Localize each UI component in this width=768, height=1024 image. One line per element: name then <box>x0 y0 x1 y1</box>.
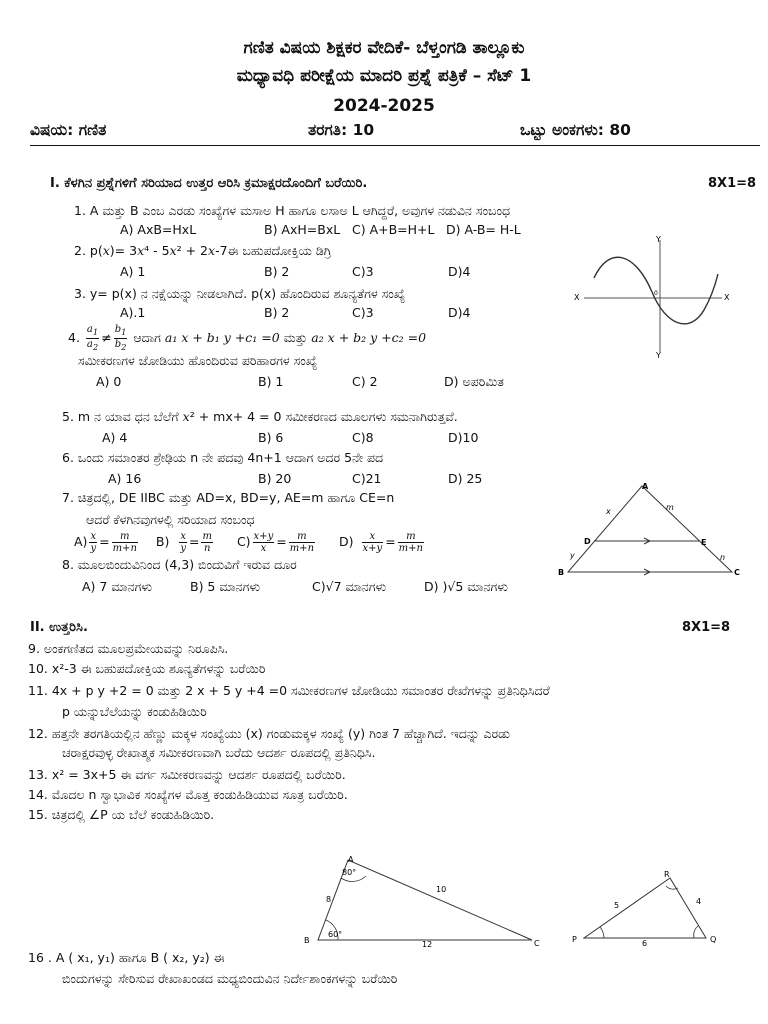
graph-y-prime-label: Y <box>656 351 661 360</box>
q2-var: x <box>102 243 110 258</box>
q7-option-a-label: A) <box>74 534 88 549</box>
q3-option-b: B) 2 <box>264 305 290 320</box>
question-7: 7. ಚಿತ್ರದಲ್ಲಿ, DE IIBC ಮತ್ತು AD=x, BD=y, AE=m ಹಾಗೂ CE=n <box>62 490 395 505</box>
question-16-line-2: ಬಿಂದುಗಳನ್ನು ಸೇರಿಸುವ ರೇಖಾಖಂಡದ ಮಧ್ಯಬಿಂದುವಿನ ನಿರ್ದೇಶಾಂಕಗಳನ್ನು ಬರೆಯಿರಿ <box>62 971 398 986</box>
q4-frac-num: a <box>86 324 93 335</box>
label-b: B <box>558 568 565 577</box>
q4-frac-sub: 2 <box>92 342 99 352</box>
angle-p-arc <box>600 927 604 938</box>
question-4: 4. $\frac{a_1}{a_2}$ ≠ $\frac{b_1}{b_2}$ ಆದಾಗ a₁ x + b₁ y +c₁ =0 ಮತ್ತು a₂ x + b₂ y +c₂ =0 <box>68 324 427 352</box>
graph-origin-label: 0 <box>654 290 658 297</box>
tri3-label-p: P <box>572 935 577 944</box>
q2-text: 2. p( <box>74 243 103 258</box>
q7-frac-num: m <box>398 531 424 543</box>
q4-frac-den: a <box>86 339 93 350</box>
q2-var: x <box>137 243 145 258</box>
q7-frac-num: x <box>90 531 97 542</box>
class-label: ತರಗತಿ: 10 <box>308 121 375 139</box>
q5-option-b: B) 6 <box>258 430 284 445</box>
q2-option-d: D)4 <box>448 264 471 279</box>
triangle-abc <box>568 486 732 572</box>
section1-heading: I. ಕೆಳಗಿನ ಪ್ರಶ್ನೆಗಳಿಗೆ ಸರಿಯಾದ ಉತ್ತರ ಆರಿಸಿ ಕ್ರಮಾಕ್ಷರದೊಂದಿಗೆ ಬರೆಯಿರಿ. <box>50 176 368 191</box>
q7-frac-den: x+y <box>362 543 383 554</box>
q7-frac <box>89 531 97 554</box>
q7-frac <box>253 531 275 554</box>
q4-option-d: D) ಅಪರಿಮಿತ <box>444 374 504 389</box>
q7-option-a <box>74 531 140 554</box>
q2-option-b: B) 2 <box>264 264 290 279</box>
q7-frac-num: x <box>362 531 384 543</box>
tri3-side-rq: 4 <box>696 897 702 906</box>
question-11: 11. 4x + p y +2 = 0 ಮತ್ತು 2 x + 5 y +4 =0 ಸಮೀಕರಣಗಳ ಜೋಡಿಯು ಸಮಾಂತರ ರೇಖೆಗಳನ್ನು ಪ್ರತಿನಿಧಿಸಿದರೆ <box>28 683 550 698</box>
q4-frac-num: b <box>114 324 122 335</box>
question-16: 16 . A ( x₁, y₁) ಹಾಗೂ B ( x₂, y₂) ಈ <box>28 950 225 965</box>
q7-frac-num: m <box>202 531 212 542</box>
label-m: m <box>666 503 674 512</box>
q6-option-c: C)21 <box>352 471 382 486</box>
q4-option-b: B) 1 <box>258 374 284 389</box>
question-1: 1. A ಮತ್ತು B ಎಂಬ ಎರಡು ಸಂಖ್ಯೆಗಳ ಮಸಾಅ H ಹಾಗೂ ಲಸಾಅ L ಆಗಿದ್ದರೆ, ಅವುಗಳ ನಡುವಿನ ಸಂಬಂಧ <box>74 203 511 218</box>
paper-title-line2: ಮಧ್ಯಾವಧಿ ಪರೀಕ್ಷೆಯ ಮಾದರಿ ಪ್ರಶ್ನೆ ಪತ್ರಿಕೆ – ಸೆಟ್ 1 <box>236 66 532 86</box>
q4-equation-1: a₁ x + b₁ y +c₁ =0 <box>164 330 280 345</box>
q7-frac <box>201 531 212 554</box>
question-12-line-2: ಚರಾಕ್ಷರವುಳ್ಳ ರೇಖಾತ್ಮಕ ಸಮೀಕರಣವಾಗಿ ಬರೆದು ಆದರ್ಶ ರೂಪದಲ್ಲಿ ಪ್ರತಿನಿಧಿಸಿ. <box>62 745 376 760</box>
angle-q-arc <box>694 926 698 938</box>
label-y: y <box>570 551 575 560</box>
polynomial-graph-figure <box>572 234 732 360</box>
label-x: x <box>606 507 611 516</box>
q8-option-c: C)√7 ಮಾನಗಳು <box>312 579 387 594</box>
q7-frac-den: n <box>203 543 211 554</box>
tri3-side-pr: 5 <box>614 901 620 910</box>
tri2-side-bc: 12 <box>422 940 433 948</box>
q7-line-2: ಆದರೆ ಕೆಳಗಿನವುಗಳಲ್ಲಿ ಸರಿಯಾದ ಸಂಬಂಧ <box>86 512 255 527</box>
q4-line-2: ಸಮೀಕರಣಗಳ ಜೋಡಿಯು ಹೊಂದಿರುವ ಪರಿಹಾರಗಳ ಸಂಖ್ಯೆ <box>78 353 318 368</box>
q1-option-d: D) A-B= H-L <box>446 222 521 237</box>
q5-option-a: A) 4 <box>102 430 128 445</box>
q5-var: x <box>182 409 190 424</box>
question-3: 3. y= p(x) ನ ನಕ್ಷೆಯನ್ನು ನೀಡಲಾಗಿದೆ. p(x) ಹೊಂದಿರುವ ಶೂನ್ಯತೆಗಳ ಸಂಖ್ಯೆ <box>74 286 406 301</box>
question-5 <box>62 409 458 425</box>
q7-eq: = <box>385 534 396 549</box>
q7-frac-den: x <box>260 543 267 554</box>
triangle-abc-angles-figure <box>296 850 546 948</box>
q7-option-c <box>236 531 317 554</box>
q2-text: -7ಈ ಬಹುಪದೋಕ್ತಿಯ ಡಿಗ್ರಿ <box>215 243 332 258</box>
question-14: 14. ಮೊದಲ n ಸ್ವಾಭಾವಿಕ ಸಂಖ್ಯೆಗಳ ಮೊತ್ತ ಕಂಡುಹಿಡಿಯುವ ಸೂತ್ರ ಬರೆಯಿರಿ. <box>28 787 348 802</box>
tri2-angle-b: 60° <box>328 930 343 939</box>
q7-frac-den: y <box>90 543 97 554</box>
tri3-label-r: R <box>664 870 670 879</box>
q4-frac-sub: 1 <box>92 327 99 337</box>
q3-option-d: D)4 <box>448 305 471 320</box>
q8-option-d: D) )√5 ಮಾನಗಳು <box>424 579 509 594</box>
tri2-label-b: B <box>304 936 310 945</box>
question-2 <box>74 243 331 259</box>
question-10: 10. x²-3 ಈ ಬಹುಪದೋಕ್ತಿಯ ಶೂನ್ಯತೆಗಳನ್ನು ಬರೆಯಿರಿ <box>28 661 266 676</box>
triangle-de-parallel-figure <box>556 478 742 578</box>
q1-option-a: A) AxB=HxL <box>120 222 197 237</box>
q7-frac-num: m <box>112 531 138 543</box>
q7-eq: = <box>188 534 200 549</box>
q2-option-c: C)3 <box>352 264 374 279</box>
label-d: D <box>584 537 591 546</box>
q7-frac-den: m+n <box>398 543 423 554</box>
q8-option-a: A) 7 ಮಾನಗಳು <box>82 579 153 594</box>
q3-option-a: A).1 <box>120 305 146 320</box>
q7-frac-num: x+y <box>253 531 274 542</box>
q4-fraction-a <box>86 324 99 353</box>
subject-label: ವಿಷಯ: ಗಣಿತ <box>30 121 107 139</box>
q7-eq: = <box>99 534 110 549</box>
graph-x-label: X <box>574 293 580 302</box>
section2-marks: 8X1=8 <box>682 620 731 635</box>
q5-option-c: C)8 <box>352 430 374 445</box>
q8-option-b: B) 5 ಮಾನಗಳು <box>190 579 261 594</box>
q5-text: ² + mx+ 4 = 0 ಸಮೀಕರಣದ ಮೂಲಗಳು ಸಮನಾಗಿರುತ್ತವೆ. <box>189 409 458 424</box>
q6-option-b: B) 20 <box>258 471 292 486</box>
question-11-line-2: p ಯನ್ನುಬೆಲೆಯನ್ನು ಕಂಡುಹಿಡಿಯಿರಿ <box>62 704 207 719</box>
q7-option-c-label: C) <box>236 534 251 549</box>
tri2-side-ac: 10 <box>436 885 447 894</box>
q4-fraction-b <box>114 324 128 353</box>
header-divider <box>30 145 760 146</box>
q7-frac-num: m <box>289 531 315 543</box>
q7-frac-num: x <box>180 531 186 542</box>
graph-y-label: Y <box>656 235 661 244</box>
q7-frac <box>362 531 384 554</box>
tri3-label-q: Q <box>710 935 717 944</box>
q4-number: 4. <box>68 330 80 345</box>
graph-x-prime-label: X <box>724 293 730 302</box>
tri2-label-a: A <box>348 855 354 864</box>
question-9: 9. ಅಂಕಗಣಿತದ ಮೂಲಪ್ರಮೇಯವನ್ನು ನಿರೂಪಿಸಿ. <box>28 641 229 656</box>
q4-equation-2: a₂ x + b₂ y +c₂ =0 <box>311 330 427 345</box>
q7-frac <box>112 531 138 554</box>
q2-text: )= 3 <box>109 243 138 258</box>
label-c: C <box>734 568 740 577</box>
tri2-label-c: C <box>534 939 540 948</box>
q5-option-d: D)10 <box>448 430 479 445</box>
q1-option-c: C) A+B=H+L <box>352 222 435 237</box>
q2-text: - 5 <box>149 243 170 258</box>
q7-frac-den: m+n <box>112 543 137 554</box>
q7-frac <box>398 531 424 554</box>
q7-frac-den: y <box>180 543 186 554</box>
question-15: 15. ಚಿತ್ರದಲ್ಲಿ ∠P ಯ ಬೆಲೆ ಕಂಡುಹಿಡಿಯಿರಿ. <box>28 807 215 822</box>
q5-text: 5. m ನ ಯಾವ ಧನ ಬೆಲೆಗೆ <box>62 409 183 424</box>
paper-title-line1: ಗಣಿತ ವಿಷಯ ಶಿಕ್ಷಕರ ವೇದಿಕೆ- ಬೆಳ್ತಂಗಡಿ ತಾಲ್ಲೂಕು <box>243 38 525 58</box>
q4-frac-den: b <box>114 339 122 350</box>
q3-option-c: C)3 <box>352 305 374 320</box>
q2-option-a: A) 1 <box>120 264 146 279</box>
q7-option-d <box>339 531 426 554</box>
q7-frac <box>289 531 315 554</box>
q7-option-b-label: B) <box>155 534 170 549</box>
tri2-angle-a: 80° <box>342 868 357 877</box>
q7-options <box>74 531 426 554</box>
tri3-side-pq: 6 <box>642 939 648 946</box>
q7-frac-den: m+n <box>289 543 315 554</box>
q4-option-c: C) 2 <box>352 374 378 389</box>
question-12: 12. ಹತ್ತನೇ ತರಗತಿಯಲ್ಲಿನ ಹೆಣ್ಣು ಮಕ್ಕಳ ಸಂಖ್ಯೆಯು (x) ಗಂಡುಮಕ್ಕಳ ಸಂಖ್ಯೆ (y) ಗಿಂತ 7 ಹೆಚ್ಚಾಗಿದೆ. ಇದನ್ನು ಎರಡು <box>28 726 511 741</box>
q6-option-a: A) 16 <box>108 471 142 486</box>
q4-frac-sub: 2 <box>121 342 127 352</box>
q4-condition: ಆದಾಗ <box>133 330 161 345</box>
q7-frac <box>179 531 187 554</box>
tri2-side-ab: 8 <box>326 895 332 904</box>
q6-option-d: D) 25 <box>448 471 483 486</box>
q1-option-b: B) AxH=BxL <box>264 222 341 237</box>
q4-and: ಮತ್ತು <box>283 330 308 345</box>
q7-option-d-label: D) <box>339 534 354 549</box>
question-13: 13. x² = 3x+5 ಈ ವರ್ಗ ಸಮೀಕರಣವನ್ನು ಆದರ್ಶ ರೂಪದಲ್ಲಿ ಬರೆಯಿರಿ. <box>28 767 346 782</box>
q2-text: + 2 <box>185 243 209 258</box>
q7-option-b <box>155 531 215 554</box>
q4-option-a: A) 0 <box>96 374 122 389</box>
label-a: A <box>642 482 649 491</box>
label-n: n <box>720 553 726 562</box>
question-6: 6. ಒಂದು ಸಮಾಂತರ ಶ್ರೇಢಿಯ n ನೇ ಪದವು 4n+1 ಆದಾಗ ಅದರ 5ನೇ ಪದ <box>62 450 384 465</box>
q7-eq: = <box>276 534 287 549</box>
q2-var: x <box>169 243 177 258</box>
q4-frac-sub: 1 <box>121 327 127 337</box>
section2-heading: II. ಉತ್ತರಿಸಿ. <box>30 620 88 635</box>
q2-exp: ² <box>176 243 186 258</box>
triangle-pqr-figure <box>566 866 726 946</box>
label-e: E <box>701 538 707 547</box>
q2-exp: ⁴ <box>144 243 150 258</box>
triangle-pqr <box>584 878 706 938</box>
q2-var: x <box>208 243 216 258</box>
academic-year: 2024-2025 <box>333 96 435 116</box>
total-marks-label: ಒಟ್ಟು ಅಂಕಗಳು: 80 <box>520 121 631 139</box>
question-8: 8. ಮೂಲಬಿಂದುವಿನಿಂದ (4,3) ಬಿಂದುವಿಗೆ ಇರುವ ದೂರ <box>62 557 297 572</box>
section1-marks: 8X1=8 <box>708 176 757 191</box>
